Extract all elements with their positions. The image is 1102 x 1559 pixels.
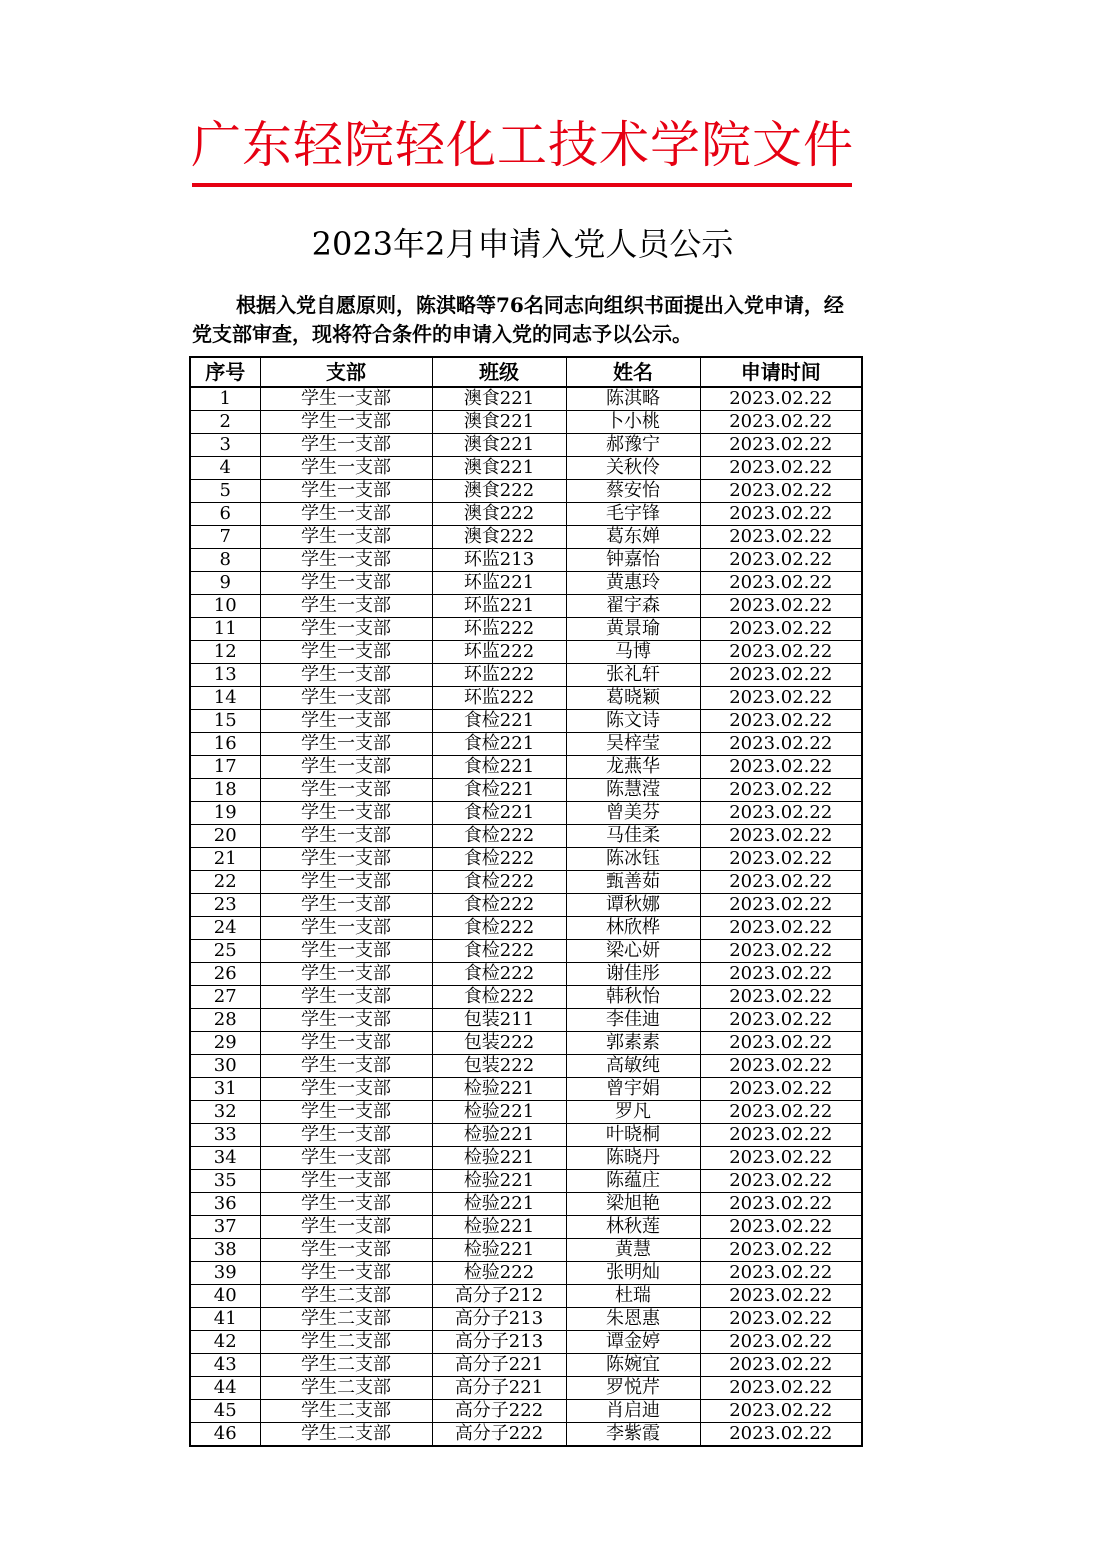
cell-date: 2023.02.22 (700, 1400, 862, 1423)
cell-name: 林欣桦 (566, 917, 700, 940)
cell-date: 2023.02.22 (700, 1331, 862, 1354)
cell-name: 朱恩惠 (566, 1308, 700, 1331)
cell-index: 15 (190, 710, 260, 733)
table-row (190, 1147, 862, 1170)
cell-index: 32 (190, 1101, 260, 1124)
cell-branch: 学生一支部 (260, 1055, 432, 1078)
cell-branch: 学生二支部 (260, 1423, 432, 1447)
header-title: 广东轻院轻化工技术学院文件 (191, 116, 854, 174)
cell-name: 郭素素 (566, 1032, 700, 1055)
cell-name: 陈文诗 (566, 710, 700, 733)
table-row (190, 756, 862, 779)
cell-class: 食检222 (432, 917, 566, 940)
cell-name: 李佳迪 (566, 1009, 700, 1032)
column-header-name: 姓名 (566, 357, 700, 387)
table-row (190, 1055, 862, 1078)
cell-date: 2023.02.22 (700, 848, 862, 871)
cell-class: 高分子212 (432, 1285, 566, 1308)
table-row (190, 848, 862, 871)
cell-class: 澳食222 (432, 526, 566, 549)
cell-date: 2023.02.22 (700, 687, 862, 710)
cell-class: 环监222 (432, 664, 566, 687)
cell-class: 环监213 (432, 549, 566, 572)
cell-branch: 学生一支部 (260, 894, 432, 917)
table-row (190, 963, 862, 986)
cell-class: 澳食221 (432, 387, 566, 411)
cell-class: 包装211 (432, 1009, 566, 1032)
cell-index: 21 (190, 848, 260, 871)
cell-date: 2023.02.22 (700, 641, 862, 664)
cell-name: 马博 (566, 641, 700, 664)
cell-branch: 学生一支部 (260, 618, 432, 641)
cell-name: 张明灿 (566, 1262, 700, 1285)
cell-date: 2023.02.22 (700, 457, 862, 480)
cell-class: 检验221 (432, 1078, 566, 1101)
cell-index: 35 (190, 1170, 260, 1193)
table-row (190, 457, 862, 480)
cell-index: 16 (190, 733, 260, 756)
cell-date: 2023.02.22 (700, 411, 862, 434)
cell-index: 18 (190, 779, 260, 802)
cell-date: 2023.02.22 (700, 940, 862, 963)
cell-index: 37 (190, 1216, 260, 1239)
table-row (190, 779, 862, 802)
cell-branch: 学生一支部 (260, 1216, 432, 1239)
cell-date: 2023.02.22 (700, 710, 862, 733)
cell-class: 高分子222 (432, 1423, 566, 1447)
cell-class: 食检222 (432, 848, 566, 871)
cell-class: 食检222 (432, 986, 566, 1009)
cell-index: 33 (190, 1124, 260, 1147)
cell-name: 陈慧滢 (566, 779, 700, 802)
cell-class: 食检221 (432, 733, 566, 756)
cell-name: 蔡安怡 (566, 480, 700, 503)
cell-class: 环监222 (432, 641, 566, 664)
cell-branch: 学生一支部 (260, 664, 432, 687)
cell-date: 2023.02.22 (700, 526, 862, 549)
cell-date: 2023.02.22 (700, 1423, 862, 1447)
table-row (190, 802, 862, 825)
cell-name: 李紫霞 (566, 1423, 700, 1447)
table-row (190, 664, 862, 687)
cell-date: 2023.02.22 (700, 871, 862, 894)
table-row (190, 1078, 862, 1101)
table-row (190, 595, 862, 618)
cell-name: 谭金婷 (566, 1331, 700, 1354)
cell-index: 17 (190, 756, 260, 779)
cell-index: 3 (190, 434, 260, 457)
cell-branch: 学生一支部 (260, 457, 432, 480)
cell-class: 检验221 (432, 1239, 566, 1262)
column-header-date: 申请时间 (700, 357, 862, 387)
cell-branch: 学生一支部 (260, 572, 432, 595)
cell-index: 30 (190, 1055, 260, 1078)
cell-class: 环监221 (432, 595, 566, 618)
cell-class: 环监222 (432, 687, 566, 710)
cell-name: 关秋伶 (566, 457, 700, 480)
cell-date: 2023.02.22 (700, 1262, 862, 1285)
table-row (190, 572, 862, 595)
cell-index: 11 (190, 618, 260, 641)
table-row (190, 1101, 862, 1124)
cell-index: 39 (190, 1262, 260, 1285)
cell-name: 翟宇森 (566, 595, 700, 618)
cell-date: 2023.02.22 (700, 434, 862, 457)
cell-class: 澳食222 (432, 503, 566, 526)
cell-name: 黄惠玲 (566, 572, 700, 595)
cell-date: 2023.02.22 (700, 1055, 862, 1078)
cell-name: 韩秋怡 (566, 986, 700, 1009)
table-row (190, 1193, 862, 1216)
cell-branch: 学生一支部 (260, 411, 432, 434)
cell-class: 食检221 (432, 710, 566, 733)
cell-class: 高分子213 (432, 1331, 566, 1354)
cell-class: 包装222 (432, 1055, 566, 1078)
cell-date: 2023.02.22 (700, 1078, 862, 1101)
table-row (190, 618, 862, 641)
cell-class: 包装222 (432, 1032, 566, 1055)
cell-branch: 学生一支部 (260, 733, 432, 756)
cell-branch: 学生一支部 (260, 1009, 432, 1032)
cell-index: 20 (190, 825, 260, 848)
cell-class: 食检222 (432, 894, 566, 917)
cell-name: 张礼轩 (566, 664, 700, 687)
cell-index: 4 (190, 457, 260, 480)
table-row (190, 1354, 862, 1377)
cell-class: 检验221 (432, 1193, 566, 1216)
cell-branch: 学生一支部 (260, 1124, 432, 1147)
cell-branch: 学生一支部 (260, 687, 432, 710)
table-row (190, 986, 862, 1009)
cell-class: 食检222 (432, 940, 566, 963)
cell-date: 2023.02.22 (700, 779, 862, 802)
column-header-class: 班级 (432, 357, 566, 387)
cell-name: 罗悦芹 (566, 1377, 700, 1400)
cell-index: 25 (190, 940, 260, 963)
header-divider (192, 183, 852, 187)
cell-branch: 学生一支部 (260, 526, 432, 549)
cell-date: 2023.02.22 (700, 917, 862, 940)
cell-index: 8 (190, 549, 260, 572)
table-row (190, 434, 862, 457)
cell-name: 谭秋娜 (566, 894, 700, 917)
table-row (190, 1285, 862, 1308)
cell-date: 2023.02.22 (700, 387, 862, 411)
cell-branch: 学生一支部 (260, 1032, 432, 1055)
cell-branch: 学生一支部 (260, 387, 432, 411)
cell-class: 检验221 (432, 1124, 566, 1147)
cell-branch: 学生一支部 (260, 963, 432, 986)
table-row (190, 1124, 862, 1147)
cell-index: 45 (190, 1400, 260, 1423)
cell-date: 2023.02.22 (700, 894, 862, 917)
cell-branch: 学生一支部 (260, 1262, 432, 1285)
cell-index: 9 (190, 572, 260, 595)
cell-class: 食检221 (432, 779, 566, 802)
table-row (190, 1170, 862, 1193)
applicant-table (189, 356, 863, 1447)
cell-class: 环监222 (432, 618, 566, 641)
table-row (190, 1331, 862, 1354)
cell-date: 2023.02.22 (700, 733, 862, 756)
cell-class: 食检222 (432, 825, 566, 848)
cell-date: 2023.02.22 (700, 1101, 862, 1124)
cell-class: 食检221 (432, 802, 566, 825)
cell-name: 黄景瑜 (566, 618, 700, 641)
cell-branch: 学生一支部 (260, 641, 432, 664)
cell-class: 检验221 (432, 1101, 566, 1124)
table-row (190, 733, 862, 756)
cell-date: 2023.02.22 (700, 1377, 862, 1400)
cell-name: 陈淇略 (566, 387, 700, 411)
table-row (190, 894, 862, 917)
cell-index: 13 (190, 664, 260, 687)
cell-date: 2023.02.22 (700, 1124, 862, 1147)
cell-class: 检验222 (432, 1262, 566, 1285)
cell-name: 卜小桃 (566, 411, 700, 434)
cell-date: 2023.02.22 (700, 756, 862, 779)
cell-date: 2023.02.22 (700, 1308, 862, 1331)
cell-branch: 学生二支部 (260, 1354, 432, 1377)
cell-branch: 学生二支部 (260, 1377, 432, 1400)
cell-index: 42 (190, 1331, 260, 1354)
cell-class: 食检222 (432, 963, 566, 986)
cell-index: 10 (190, 595, 260, 618)
cell-branch: 学生一支部 (260, 710, 432, 733)
cell-name: 葛东婵 (566, 526, 700, 549)
cell-date: 2023.02.22 (700, 1216, 862, 1239)
cell-branch: 学生一支部 (260, 940, 432, 963)
cell-index: 23 (190, 894, 260, 917)
cell-branch: 学生一支部 (260, 917, 432, 940)
cell-date: 2023.02.22 (700, 1193, 862, 1216)
cell-class: 检验221 (432, 1170, 566, 1193)
cell-class: 环监221 (432, 572, 566, 595)
cell-branch: 学生一支部 (260, 779, 432, 802)
cell-branch: 学生二支部 (260, 1331, 432, 1354)
cell-name: 谢佳彤 (566, 963, 700, 986)
cell-date: 2023.02.22 (700, 572, 862, 595)
table-row (190, 1308, 862, 1331)
cell-date: 2023.02.22 (700, 503, 862, 526)
table-row (190, 871, 862, 894)
table-row (190, 940, 862, 963)
cell-name: 陈冰钰 (566, 848, 700, 871)
cell-branch: 学生一支部 (260, 549, 432, 572)
cell-branch: 学生二支部 (260, 1285, 432, 1308)
cell-branch: 学生一支部 (260, 1239, 432, 1262)
cell-branch: 学生一支部 (260, 434, 432, 457)
cell-date: 2023.02.22 (700, 1147, 862, 1170)
cell-branch: 学生二支部 (260, 1400, 432, 1423)
cell-date: 2023.02.22 (700, 480, 862, 503)
cell-class: 检验221 (432, 1147, 566, 1170)
cell-name: 陈蕴庄 (566, 1170, 700, 1193)
table-body (190, 387, 862, 1446)
column-header-branch: 支部 (260, 357, 432, 387)
cell-class: 澳食222 (432, 480, 566, 503)
cell-date: 2023.02.22 (700, 825, 862, 848)
cell-index: 2 (190, 411, 260, 434)
table-row (190, 825, 862, 848)
cell-index: 14 (190, 687, 260, 710)
cell-branch: 学生一支部 (260, 1170, 432, 1193)
table-header-row (190, 357, 862, 387)
cell-name: 罗凡 (566, 1101, 700, 1124)
cell-name: 毛宇锋 (566, 503, 700, 526)
cell-name: 杜瑞 (566, 1285, 700, 1308)
cell-name: 陈婉宜 (566, 1354, 700, 1377)
column-header-index: 序号 (190, 357, 260, 387)
cell-index: 19 (190, 802, 260, 825)
cell-name: 梁旭艳 (566, 1193, 700, 1216)
cell-name: 高敏纯 (566, 1055, 700, 1078)
table-row (190, 549, 862, 572)
cell-name: 吴梓莹 (566, 733, 700, 756)
cell-index: 36 (190, 1193, 260, 1216)
cell-name: 肖启迪 (566, 1400, 700, 1423)
cell-branch: 学生一支部 (260, 825, 432, 848)
cell-name: 曾宇娟 (566, 1078, 700, 1101)
cell-class: 澳食221 (432, 457, 566, 480)
table-row (190, 1239, 862, 1262)
cell-class: 澳食221 (432, 411, 566, 434)
cell-index: 7 (190, 526, 260, 549)
cell-branch: 学生一支部 (260, 503, 432, 526)
cell-class: 高分子221 (432, 1354, 566, 1377)
cell-date: 2023.02.22 (700, 1032, 862, 1055)
cell-index: 40 (190, 1285, 260, 1308)
table-row (190, 710, 862, 733)
cell-index: 27 (190, 986, 260, 1009)
cell-name: 曾美芬 (566, 802, 700, 825)
cell-date: 2023.02.22 (700, 802, 862, 825)
cell-name: 郝豫宁 (566, 434, 700, 457)
cell-index: 31 (190, 1078, 260, 1101)
cell-name: 林秋莲 (566, 1216, 700, 1239)
cell-name: 陈晓丹 (566, 1147, 700, 1170)
cell-branch: 学生一支部 (260, 871, 432, 894)
cell-class: 检验221 (432, 1216, 566, 1239)
cell-date: 2023.02.22 (700, 963, 862, 986)
cell-index: 41 (190, 1308, 260, 1331)
cell-class: 澳食221 (432, 434, 566, 457)
cell-date: 2023.02.22 (700, 1354, 862, 1377)
cell-class: 食检222 (432, 871, 566, 894)
cell-name: 葛晓颖 (566, 687, 700, 710)
cell-index: 46 (190, 1423, 260, 1447)
cell-name: 梁心妍 (566, 940, 700, 963)
cell-class: 食检221 (432, 756, 566, 779)
cell-index: 1 (190, 387, 260, 411)
intro-paragraph: 根据入党自愿原则，陈淇略等76名同志向组织书面提出入党申请，经党支部审查，现将符合条件的申请入党的同志予以公示。 (192, 293, 844, 346)
cell-name: 龙燕华 (566, 756, 700, 779)
table-row (190, 1262, 862, 1285)
cell-date: 2023.02.22 (700, 1170, 862, 1193)
cell-date: 2023.02.22 (700, 595, 862, 618)
table-row (190, 1032, 862, 1055)
cell-name: 甄善茹 (566, 871, 700, 894)
cell-branch: 学生一支部 (260, 595, 432, 618)
cell-date: 2023.02.22 (700, 1285, 862, 1308)
cell-date: 2023.02.22 (700, 618, 862, 641)
cell-index: 24 (190, 917, 260, 940)
table-row (190, 1400, 862, 1423)
cell-branch: 学生一支部 (260, 986, 432, 1009)
cell-index: 43 (190, 1354, 260, 1377)
table-row (190, 1216, 862, 1239)
cell-branch: 学生一支部 (260, 848, 432, 871)
cell-date: 2023.02.22 (700, 986, 862, 1009)
cell-index: 26 (190, 963, 260, 986)
table-row (190, 503, 862, 526)
cell-class: 高分子213 (432, 1308, 566, 1331)
cell-branch: 学生一支部 (260, 756, 432, 779)
cell-branch: 学生一支部 (260, 1193, 432, 1216)
cell-branch: 学生一支部 (260, 802, 432, 825)
table-row (190, 387, 862, 411)
cell-branch: 学生二支部 (260, 1308, 432, 1331)
cell-name: 钟嘉怡 (566, 549, 700, 572)
cell-branch: 学生一支部 (260, 1147, 432, 1170)
cell-date: 2023.02.22 (700, 1239, 862, 1262)
cell-index: 38 (190, 1239, 260, 1262)
table-row (190, 687, 862, 710)
cell-name: 黄慧 (566, 1239, 700, 1262)
cell-class: 高分子222 (432, 1400, 566, 1423)
cell-branch: 学生一支部 (260, 480, 432, 503)
document-title: 2023年2月申请入党人员公示 (311, 225, 734, 263)
cell-class: 高分子221 (432, 1377, 566, 1400)
cell-branch: 学生一支部 (260, 1078, 432, 1101)
table-row (190, 1423, 862, 1447)
cell-date: 2023.02.22 (700, 664, 862, 687)
table-row (190, 641, 862, 664)
cell-branch: 学生一支部 (260, 1101, 432, 1124)
table-row (190, 1009, 862, 1032)
cell-index: 29 (190, 1032, 260, 1055)
cell-index: 34 (190, 1147, 260, 1170)
cell-index: 5 (190, 480, 260, 503)
cell-index: 22 (190, 871, 260, 894)
cell-index: 12 (190, 641, 260, 664)
table-row (190, 526, 862, 549)
cell-name: 叶晓桐 (566, 1124, 700, 1147)
table-row (190, 1377, 862, 1400)
cell-index: 6 (190, 503, 260, 526)
table-row (190, 917, 862, 940)
cell-name: 马佳柔 (566, 825, 700, 848)
cell-index: 28 (190, 1009, 260, 1032)
cell-date: 2023.02.22 (700, 1009, 862, 1032)
table-row (190, 411, 862, 434)
table-row (190, 480, 862, 503)
cell-date: 2023.02.22 (700, 549, 862, 572)
cell-index: 44 (190, 1377, 260, 1400)
